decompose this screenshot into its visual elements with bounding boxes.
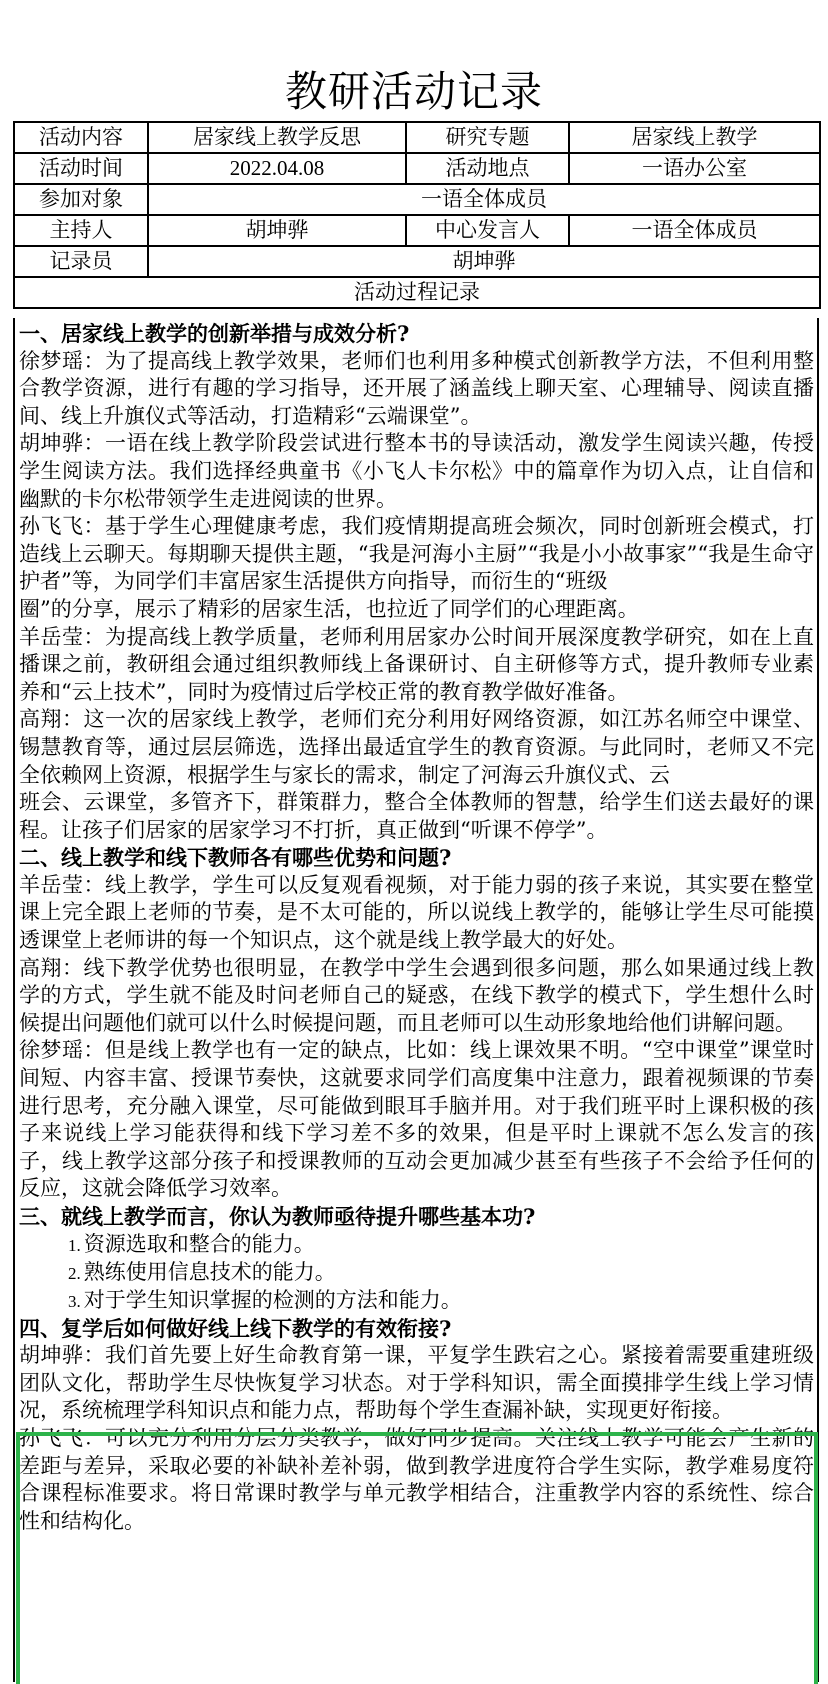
paragraph: 羊岳莹：线上教学，学生可以反复观看视频，对于能力弱的孩子来说，其实要在整堂课上完全跟上老师的节奏，是不太可能的，所以说线上教学的，能够让学生尽可能摸透课堂上老师讲的每一个知识点，这个就是线上教学最大的好处。 xyxy=(19,872,814,953)
list-item xyxy=(19,1287,814,1315)
speaker-label: 中心发言人 xyxy=(406,215,569,246)
process-record-body xyxy=(13,318,819,1682)
paragraph: 胡坤骅：我们首先要上好生命教育第一课，平复学生跌宕之心。紧接着需要重建班级团队文化，帮助学生尽快恢复学习状态。对于学科知识，需全面摸排学生线上学习情况，系统梳理学科知识点和能力点，帮助每个学生查漏补缺，实现更好衔接。 xyxy=(19,1343,814,1423)
activity-content-label: 活动内容 xyxy=(14,122,148,153)
paragraph: 徐梦瑶：为了提高线上教学效果，老师们也利用多种模式创新教学方法，不但利用整合教学资源，进行有趣的学习指导，还开展了涵盖线上聊天室、心理辅导、阅读直播间、线上升旗仪式等活动，打造精彩“云端课堂”。 xyxy=(19,348,814,428)
paragraph: 高翔：这一次的居家线上教学，老师们充分利用好网络资源，如江苏名师空中课堂、锡慧教育等，通过层层筛选，选择出最适宜学生的教育资源。与此同时，老师又不完全依赖网上资源，根据学生与家长的需求，制定了河海云升旗仪式、云 xyxy=(19,707,814,787)
list-text: 资源选取和整合的能力。 xyxy=(83,1231,315,1256)
paragraph: 孙飞飞：基于学生心理健康考虑，我们疫情期提高班会频次，同时创新班会模式，打造线上云聊天。每期聊天提供主题，“我是河海小主厨”“我是小小故事家”“我是生命守护者”等，为同学们丰富居家生活提供方向指导，而衍生的“班级 xyxy=(19,514,814,594)
paragraph: 徐梦瑶：但是线上教学也有一定的缺点，比如：线上课效果不明。“空中课堂”课堂时间短、内容丰富、授课节奏快，这就要求同学们高度集中注意力，跟着视频课的节奏进行思考，充分融入课堂，尽可能做到眼耳手脑并用。对于我们班平时上课积极的孩子来说线上学习能获得和线下学习差不多的效果，但是平时上课就不怎么发言的孩子，线上教学这部分孩子和授课教师的互动会更加减少甚至有些孩子不会给予任何的反应，这就会降低学习效率。 xyxy=(19,1038,814,1201)
paragraph: 圈”的分享，展示了精彩的居家生活，也拉近了同学们的心理距离。 xyxy=(19,596,639,621)
section-heading-1: 一、居家线上教学的创新举措与成效分析? xyxy=(19,321,410,346)
section-heading-3: 三、就线上教学而言，你认为教师亟待提升哪些基本功? xyxy=(19,1204,536,1229)
list-text: 熟练使用信息技术的能力。 xyxy=(83,1259,336,1284)
paragraph: 班会、云课堂，多管齐下，群策群力，整合全体教师的智慧，给学生们送去最好的课程。让孩子们居家的居家学习不打折，真正做到“听课不停学”。 xyxy=(19,790,814,842)
table-row xyxy=(14,215,820,246)
research-topic-label: 研究专题 xyxy=(406,122,569,153)
paragraph: 孙飞飞：可以充分利用分层分类教学，做好同步提高。关注线上教学可能会产生新的差距与差异，采取必要的补缺补差补弱，做到教学进度符合学生实际，教学难易度符合课程标准要求。将日常课时教学与单元教学相结合，注重教学内容的系统性、综合性和结构化。 xyxy=(19,1425,814,1533)
activity-place-label: 活动地点 xyxy=(406,153,569,184)
participants-label: 参加对象 xyxy=(14,184,148,215)
activity-time-label: 活动时间 xyxy=(14,153,148,184)
section-heading-2: 二、线上教学和线下教师各有哪些优势和问题? xyxy=(19,845,452,871)
page-title: 教研活动记录 xyxy=(284,67,543,116)
ability-list xyxy=(19,1231,814,1315)
list-item xyxy=(19,1231,814,1259)
paragraph: 高翔：线下教学优势也很明显，在教学中学生会遇到很多问题，那么如果通过线上教学的方式，学生就不能及时问老师自己的疑惑，在线下教学的模式下，学生想什么时候提出问题他们就可以什么时候提问题，而且老师可以生动形象地给他们讲解问题。 xyxy=(19,955,814,1035)
table-row xyxy=(14,184,820,215)
host-value: 胡坤骅 xyxy=(148,215,406,246)
paragraph: 胡坤骅：一语在线上教学阶段尝试进行整本书的导读活动，激发学生阅读兴趣，传授学生阅读方法。我们选择经典童书《小飞人卡尔松》中的篇章作为切入点，让自信和幽默的卡尔松带领学生走进阅读的世界。 xyxy=(19,431,814,511)
research-topic-value: 居家线上教学 xyxy=(569,122,820,153)
table-row xyxy=(14,122,820,153)
list-text: 对于学生知识掌握的检测的方法和能力。 xyxy=(83,1287,462,1312)
activity-place-value: 一语办公室 xyxy=(569,153,820,184)
info-table xyxy=(13,121,821,309)
participants-value: 一语全体成员 xyxy=(148,184,820,215)
list-number: 1. xyxy=(68,1235,81,1255)
process-record-header: 活动过程记录 xyxy=(14,277,820,308)
record-content xyxy=(15,318,817,1535)
table-row xyxy=(14,246,820,277)
recorder-value: 胡坤骅 xyxy=(148,246,820,277)
list-number: 3. xyxy=(68,1291,81,1311)
speaker-value: 一语全体成员 xyxy=(569,215,820,246)
list-item xyxy=(19,1259,814,1287)
host-label: 主持人 xyxy=(14,215,148,246)
list-number: 2. xyxy=(68,1263,81,1283)
activity-content-value: 居家线上教学反思 xyxy=(148,122,406,153)
section-heading-4: 四、复学后如何做好线上线下教学的有效衔接? xyxy=(19,1315,452,1341)
activity-time-value: 2022.04.08 xyxy=(148,153,406,184)
paragraph: 羊岳莹：为提高线上教学质量，老师利用居家办公时间开展深度教学研究，如在上直播课之前，教研组会通过组织教师线上备课研讨、自主研修等方式，提升教师专业素养和“云上技术”，同时为疫情过后学校正常的教育教学做好准备。 xyxy=(19,624,814,704)
table-row xyxy=(14,153,820,184)
recorder-label: 记录员 xyxy=(14,246,148,277)
table-row xyxy=(14,277,820,308)
